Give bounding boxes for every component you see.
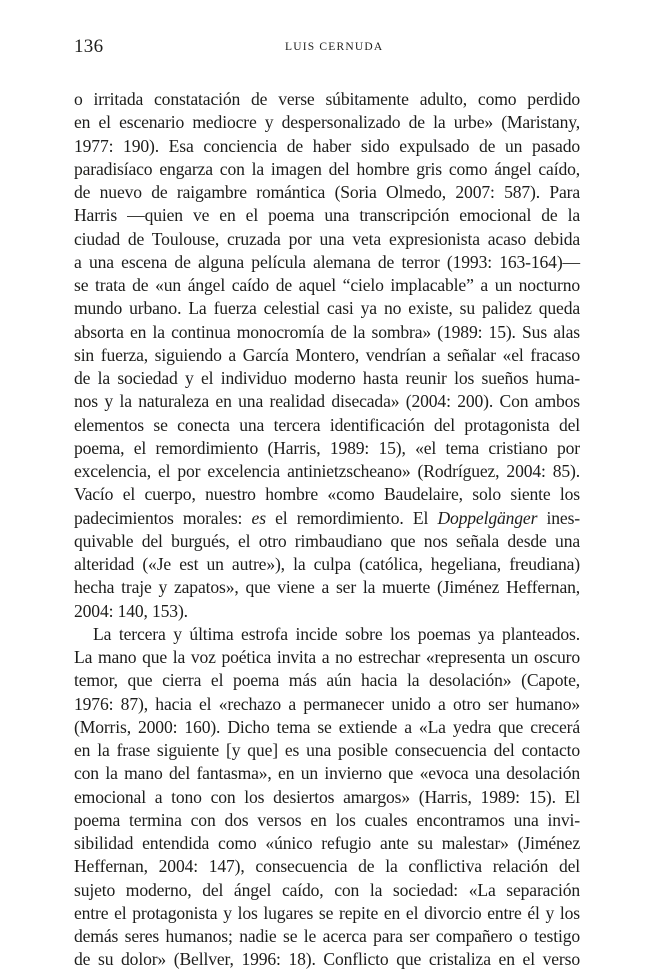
- page-header: [74, 36, 580, 64]
- body-text: [74, 88, 580, 972]
- italic-term: Doppelgänger: [437, 507, 538, 528]
- text-line: nos y la naturaleza en una realidad disecada» (2004: 200). Con ambos: [74, 391, 580, 412]
- text-line: en el escenario mediocre y despersonalizado de la urbe» (Maristany,: [74, 112, 580, 133]
- text-line: de nuevo de raigambre romántica (Soria Olmedo, 2007: 587). Para: [74, 182, 580, 202]
- page-number: 136: [74, 36, 104, 57]
- text-line: La mano que la voz poética invita a no estrechar «representa un oscuro: [74, 647, 580, 667]
- text-line: de su dolor» (Bellver, 1996: 18). Conflicto que cristaliza en el verso: [74, 949, 580, 970]
- text-line: paradisíaco engarza con la imagen del hombre gris como ángel caído,: [74, 158, 580, 179]
- italic-term: es: [251, 507, 266, 528]
- text-line: alteridad («Je est un autre»), la culpa (católica, hegeliana, freudiana): [74, 554, 580, 574]
- text-line: a una escena de alguna película alemana de terror (1993: 163-164)—: [74, 251, 580, 272]
- text-line: entre el protagonista y los lugares se repite en el divorcio entre él y los: [74, 902, 580, 923]
- text-line: mundo urbano. La fuerza celestial casi ya no existe, su palidez queda: [74, 298, 580, 319]
- text-line: demás seres humanos; nadie se le acerca para ser compañero o testigo: [74, 926, 580, 946]
- text-line: o irritada constatación de verse súbitamente adulto, como perdido: [74, 89, 580, 109]
- paragraph: [74, 88, 580, 623]
- text-line: emocional a tono con los desiertos amargos» (Harris, 1989: 15). El: [74, 786, 580, 807]
- text-line: quivable del burgués, el otro rimbaudiano que nos señala desde una: [74, 530, 580, 551]
- text-line: ciudad de Toulouse, cruzada por una veta expresionista acaso debida: [74, 228, 580, 249]
- running-head: LUIS CERNUDA: [285, 41, 384, 53]
- text-line-with-italics: [74, 507, 580, 530]
- text-line: Vacío el cuerpo, nuestro hombre «como Baudelaire, solo siente los: [74, 484, 580, 505]
- text-line: sibilidad entendida como «único refugio ante su malestar» (Jiménez: [74, 833, 580, 853]
- text-run: el remordimiento. El: [265, 507, 438, 528]
- text-line: absorta en la continua monocromía de la sombra» (1989: 15). Sus alas: [74, 321, 580, 342]
- text-line: en la frase siguiente [y que] es una posible consecuencia del contacto: [74, 740, 580, 760]
- text-line: poema termina con dos versos en los cuales encontramos una invi-: [74, 809, 580, 830]
- text-line: (Morris, 2000: 160). Dicho tema se extiende a «La yedra que crecerá: [74, 716, 580, 737]
- text-run: ines-: [537, 507, 580, 528]
- text-line: excelencia, el por excelencia antinietzscheano» (Rodríguez, 2004: 85).: [74, 461, 580, 481]
- text-line: 1977: 190). Esa conciencia de haber sido expulsado de un pasado: [74, 135, 580, 156]
- text-line: 1976: 87), hacia el «rechazo a permanecer unido a otro ser humano»: [74, 693, 580, 714]
- text-line: Heffernan, 2004: 147), consecuencia de la conflictiva relación del: [74, 856, 580, 877]
- text-line: con la mano del fantasma», en un invierno que «evoca una desolación: [74, 763, 580, 784]
- text-line: Harris —quien ve en el poema una transcripción emocional de la: [74, 205, 580, 226]
- text-line: poema, el remordimiento (Harris, 1989: 15), «el tema cristiano por: [74, 437, 580, 458]
- text-line: se trata de «un ángel caído de aquel “cielo implacable” a un nocturno: [74, 275, 580, 295]
- text-line: sujeto moderno, del ángel caído, con la sociedad: «La separación: [74, 879, 580, 900]
- text-line: elementos se conecta una tercera identificación del protagonista del: [74, 414, 580, 435]
- text-line: temor, que cierra el poema más aún hacia la desolación» (Capote,: [74, 670, 580, 691]
- text-line: de la sociedad y el individuo moderno hasta reunir los sueños huma-: [74, 368, 580, 388]
- text-line: sin fuerza, siguiendo a García Montero, vendrían a señalar «el fracaso: [74, 344, 580, 365]
- text-line: La tercera y última estrofa incide sobre los poemas ya planteados.: [93, 623, 580, 644]
- text-line: 2004: 140, 153).: [74, 600, 188, 621]
- paragraph: [74, 623, 580, 972]
- text-line: hecha traje y zapatos», que viene a ser la muerte (Jiménez Heffernan,: [74, 577, 580, 598]
- text-run: padecimientos morales:: [74, 507, 252, 528]
